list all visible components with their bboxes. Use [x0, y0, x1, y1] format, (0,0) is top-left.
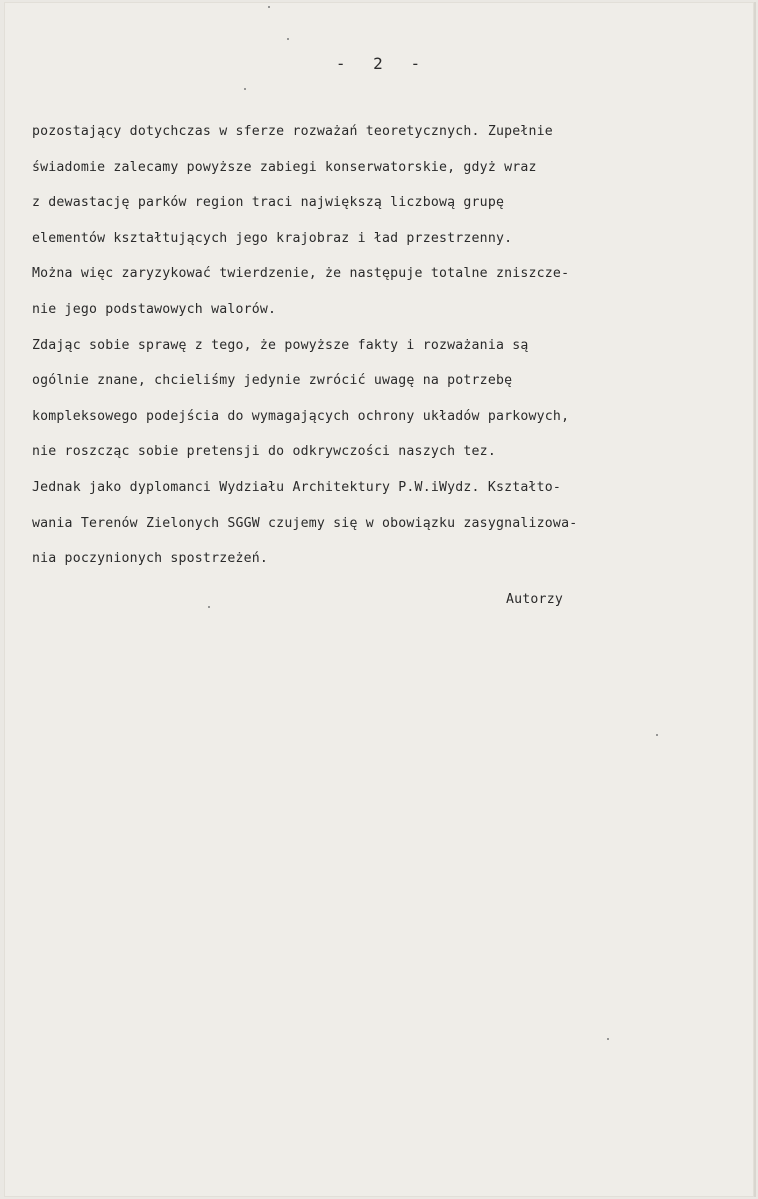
paper-speck — [656, 734, 658, 736]
signature: Autorzy — [506, 592, 563, 607]
text-line: świadomie zalecamy powyższe zabiegi konserwatorskie, gdyż wraz — [32, 159, 537, 175]
paper-speck — [244, 88, 246, 90]
text-line: Można więc zaryzykować twierdzenie, że następuje totalne zniszcze- — [32, 266, 570, 282]
text-line: elementów kształtujących jego krajobraz i ład przestrzenny. — [32, 230, 513, 246]
text-line: nie roszcząc sobie pretensji do odkrywczości naszych tez. — [32, 444, 496, 460]
document-page — [4, 2, 756, 1197]
text-line: Jednak jako dyplomanci Wydziału Architektury P.W.iWydz. Kształto- — [32, 479, 562, 495]
text-line: kompleksowego podejścia do wymagających ochrony układów parkowych, — [32, 408, 570, 424]
body-text — [32, 114, 742, 577]
page-header — [4, 54, 754, 73]
text-line: pozostający dotychczas w sferze rozważań teoretycznych. Zupełnie — [32, 124, 553, 139]
text-line: wania Terenów Zielonych SGGW czujemy się w obowiązku zasygnalizowa- — [32, 515, 578, 531]
paper-speck — [208, 606, 210, 608]
page-number: 2 — [373, 54, 385, 73]
text-line: nia poczynionych spostrzeżeń. — [32, 551, 269, 567]
header-dash-right: - — [410, 54, 423, 73]
text-line: Zdając sobie sprawę z tego, że powyższe fakty i rozważania są — [32, 337, 529, 353]
text-line: ogólnie znane, chcieliśmy jedynie zwrócić uwagę na potrzebę — [32, 373, 513, 389]
header-dash-left: - — [335, 54, 348, 73]
paper-speck — [287, 38, 289, 40]
paper-speck — [607, 1038, 609, 1040]
text-line: nie jego podstawowych walorów. — [32, 301, 277, 317]
text-line: z dewastację parków region traci największą liczbową grupę — [32, 195, 505, 211]
paper-speck — [268, 6, 270, 8]
